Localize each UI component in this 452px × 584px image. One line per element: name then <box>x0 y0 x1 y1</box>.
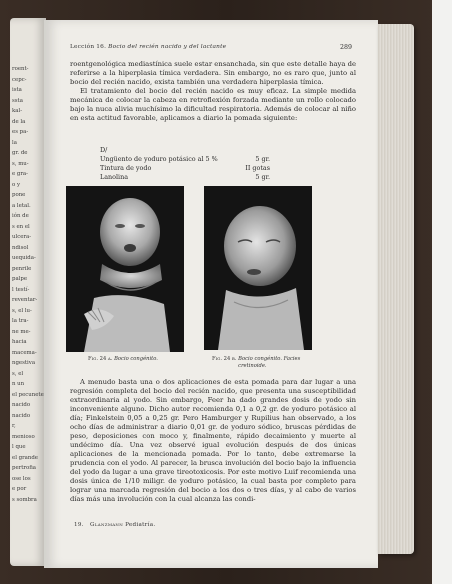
figure-text: Bocio congénito. <box>114 356 158 362</box>
chapter-title: Bocio del recién nacido y del lactante <box>108 44 227 50</box>
formula-item: Lanolina <box>100 173 129 181</box>
left-page-fragment: nacido <box>12 402 31 408</box>
left-page-fragment: l que <box>12 444 26 450</box>
left-page-fragment: e gra- <box>12 171 28 177</box>
left-page-fragment: palpe <box>12 276 28 282</box>
page-number: 289 <box>340 44 353 51</box>
formula-row-3 <box>100 173 270 182</box>
footer-author: Glanzmann <box>90 522 124 528</box>
left-page-fragment: ngestiva <box>12 360 36 366</box>
left-page-fragment: s, mu- <box>12 160 29 167</box>
formula-row-2 <box>100 164 270 173</box>
left-page-fragment: cepc- <box>12 76 27 83</box>
left-page-fragment: el pecunete <box>12 391 44 398</box>
left-page-fragment: n un <box>12 381 25 387</box>
left-page-fragment: uequida- <box>12 255 36 261</box>
left-page-fragment: s, el <box>12 370 24 377</box>
right-margin <box>432 0 452 584</box>
figure-number: Fig. 24 b. <box>212 356 237 362</box>
section-number: Lección 16. <box>70 44 107 50</box>
left-page-fragment: la <box>12 139 17 146</box>
left-page-fragment: es pa- <box>12 129 29 135</box>
figure-text: Bocio congénito. Facies cretinoide. <box>238 356 301 369</box>
body-text-top <box>70 60 356 123</box>
formula-label: D/ <box>100 146 108 154</box>
paragraph-3: A menudo basta una o dos aplicaciones de esta pomada para dar lugar a una regresión completa del bocio del recién nacido, que presenta una susceptibilidad extraordinaria al yodo. Sin embargo, Feer ha dado grandes dosis de yodo sin inconveniente alguno. Dicho autor recomienda 0,1 a 0,2 gr. de yoduro potásico al día; Finkelstein 0,05 a 0,25 gr. Pero Hamburger y Rupilius han observado, a los ocho días de administrar a diario 0,01 gr. de yoduro sódico, bruscas pérdidas de peso, deposiciones con moco y, finalmente, rápido decaimiento y muerte al undécimo día. Una vez observé igual evolución después de dos únicas aplicaciones de la mencionada pomada. Por lo tanto, debe extremarse la prudencia con el yodo. Al parecer, la brusca involución del bocio bajo la influencia del yodo da lugar a una grave tireotoxicosis. Por este motivo Luif recomienda una dosis única de 1/10 miligr. de yoduro potásico, la cual basta por completo para lograr una marcada regresión del bocio a los dos o tres días, y al cabo de varios días más una involución con la cual alcanza las condi- <box>70 378 356 503</box>
left-page <box>10 18 46 566</box>
left-page-fragment: macema- <box>12 349 37 356</box>
left-page-fragment: ne me- <box>12 328 31 335</box>
body-text-bottom <box>70 378 356 504</box>
left-page-fragment: ose los <box>12 475 31 482</box>
figure-number: Fig. 24 a. <box>88 356 113 362</box>
running-header <box>70 44 226 50</box>
left-page-fragment: la tra- <box>12 318 29 324</box>
left-page-fragment: nacido <box>12 412 31 419</box>
left-page-fragment: penrile <box>12 265 32 272</box>
left-page-fragment: o y <box>12 181 21 188</box>
left-page-fragment: pertrofia <box>12 465 37 471</box>
left-page-fragment: hacia <box>12 339 27 345</box>
left-page-fragment: de la <box>12 118 26 125</box>
formula-row-1 <box>100 155 270 164</box>
paragraph-1: roentgenológica mediastínica suele estar ensanchada, sin que este detalle haya de referirse a la hiperplasia tímica verdadera. Sin embargo, no es raro que, junto al bocio del recién nacido, exista también una verdadera hiperplasia tímica. <box>70 60 356 86</box>
left-page-fragment: el grande <box>12 454 38 461</box>
left-page-fragment: s sombra <box>12 496 37 503</box>
formula-value: 5 gr. <box>255 155 270 163</box>
left-page-fragment: kal- <box>12 108 23 114</box>
left-page-fragment: r, <box>12 423 16 429</box>
left-page-fragment: pone <box>12 192 26 198</box>
left-page-fragment: roent- <box>12 66 29 72</box>
left-page-fragment: ulcera- <box>12 234 32 240</box>
page-footer <box>74 522 155 528</box>
left-page-fragment: reventar- <box>12 297 38 303</box>
photo-infant-left <box>66 186 184 352</box>
signature-mark: 19. <box>74 522 84 528</box>
left-page-fragment: ión de <box>12 213 29 219</box>
formula-value: 5 gr. <box>255 173 270 181</box>
left-page-fragment: s en el <box>12 223 30 230</box>
left-page-fragment: ssta <box>12 97 23 104</box>
left-page-fragment: s, el lu- <box>12 307 32 314</box>
footer-book: Pediatría. <box>125 522 156 528</box>
formula-value: II gotas <box>245 164 270 172</box>
left-page-fragment: gr. de <box>12 150 28 156</box>
figure-caption-right <box>212 356 320 369</box>
paragraph-2: El tratamiento del bocio del recién nacido es muy eficaz. La simple medida mecánica de colocar la cabeza en retroflexión forzada mediante un rollo colocado bajo la nuca alivia muchísimo la dificultad respiratoria. Además de colocar al niño en esta actitud favorable, aplicamos a diario la pomada siguiente: <box>70 87 356 122</box>
figure-caption-left <box>88 356 158 363</box>
prescription-formula <box>100 146 270 182</box>
left-page-fragment: ndisol <box>12 244 29 251</box>
left-page-fragment: menioso <box>12 433 35 440</box>
page-edges <box>378 24 414 554</box>
left-page-fragment: ista <box>12 87 22 93</box>
formula-item: Ungüento de yoduro potásico al 5 % <box>100 155 218 163</box>
formula-item: Tintura de yodo <box>100 164 152 172</box>
photo-infant-right <box>204 186 312 350</box>
left-page-fragment: e por <box>12 486 27 492</box>
left-page-fragment: a letal. <box>12 202 31 209</box>
left-page-fragment: l testí- <box>12 286 30 293</box>
